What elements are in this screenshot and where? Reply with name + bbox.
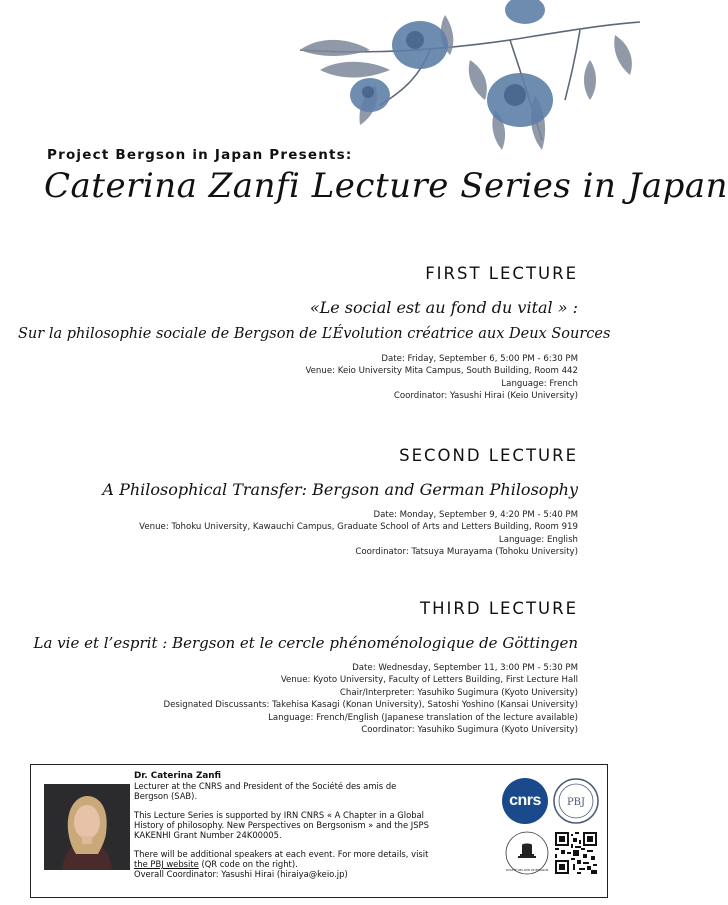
pbj-website-link[interactable]: the PBJ website xyxy=(134,859,199,869)
pbj-seal-logo xyxy=(553,778,599,824)
lecture-language: Language: French xyxy=(501,378,578,389)
speaker-bio: Bergson (SAB). xyxy=(134,791,198,801)
lecture-venue: Venue: Keio University Mita Campus, South Building, Room 442 xyxy=(305,366,578,377)
leaf-shape xyxy=(614,35,632,75)
more-details-line xyxy=(134,859,484,869)
floral-illustration xyxy=(280,0,640,170)
speaker-portrait xyxy=(44,784,130,870)
lecture-title-line: Sur la philosophie sociale de Bergson de L’Évolution créatrice aux Deux Sources xyxy=(18,326,611,342)
speaker-name: Dr. Caterina Zanfi xyxy=(134,771,222,781)
page-title: Caterina Zanfi Lecture Series in Japan xyxy=(44,166,728,206)
presents-label: Project Bergson in Japan Presents: xyxy=(47,147,353,163)
flower-shape xyxy=(505,0,545,24)
first-lecture-section xyxy=(18,264,611,403)
lecture-date: Date: Friday, September 6, 5:00 PM - 6:30 PM xyxy=(381,354,578,364)
sab-text: SOCIÉTÉ DES AMIS DE BERGSON xyxy=(505,869,549,872)
support-text: KAKENHI Grant Number 24K00005. xyxy=(134,830,282,840)
speaker-bio: Lecturer at the CNRS and President of the Société des amis de xyxy=(134,781,397,791)
lecture-coordinator: Coordinator: Yasushi Hirai (Keio University) xyxy=(393,391,578,402)
second-lecture-section xyxy=(18,446,578,559)
lecture-coordinator: Coordinator: Tatsuya Murayama (Tohoku University) xyxy=(355,547,578,558)
lecture-date: Date: Monday, September 9, 4:20 PM - 5:40 PM xyxy=(373,510,578,520)
lecture-chair: Chair/Interpreter: Yasuhiko Sugimura (Kyoto University) xyxy=(339,687,578,698)
third-lecture-section xyxy=(18,599,578,736)
lecture-coordinator: Coordinator: Yasuhiko Sugimura (Kyoto University) xyxy=(361,725,578,736)
sab-logo xyxy=(504,830,550,876)
lecture-discussants: Designated Discussants: Takehisa Kasagi (Konan University), Satoshi Yoshino (Kansai University) xyxy=(163,700,578,711)
lecture-details xyxy=(18,353,578,403)
lecture-title-line: «Le social est au fond du vital » : xyxy=(309,298,578,317)
leaf-shape xyxy=(320,62,390,78)
lecture-title-line: La vie et l’esprit : Bergson et le cercle phénoménologique de Göttingen xyxy=(33,634,578,652)
leaf-shape xyxy=(584,60,596,100)
lecture-heading: FIRST LECTURE xyxy=(425,264,578,283)
lecture-language: Language: French/English (Japanese translation of the lecture available) xyxy=(268,712,578,723)
support-text: This Lecture Series is supported by IRN CNRS « A Chapter in a Global xyxy=(134,810,424,820)
lecture-details xyxy=(18,662,578,736)
support-text: History of philosophy. New Perspectives on Bergsonism » and the JSPS xyxy=(134,820,429,830)
lecture-heading: SECOND LECTURE xyxy=(399,446,578,465)
lecture-venue: Venue: Kyoto University, Faculty of Letters Building, First Lecture Hall xyxy=(280,675,578,686)
leaf-shape xyxy=(300,40,370,56)
lecture-date: Date: Wednesday, September 11, 3:00 PM - 5:30 PM xyxy=(352,663,578,673)
overall-coordinator: Overall Coordinator: Yasushi Hirai (hiraiya@keio.jp) xyxy=(134,869,348,879)
lecture-language: Language: English xyxy=(498,534,578,545)
seal-text: PBJ xyxy=(566,797,586,808)
cnrs-logo: cnrs xyxy=(502,778,548,824)
footer-info xyxy=(134,771,484,879)
lecture-heading: THIRD LECTURE xyxy=(420,599,578,618)
lecture-title-line: A Philosophical Transfer: Bergson and German Philosophy xyxy=(102,480,578,499)
lecture-details xyxy=(18,509,578,559)
qr-code[interactable] xyxy=(555,832,597,874)
more-details-text: There will be additional speakers at each event. For more details, visit xyxy=(134,849,429,859)
qr-note: (QR code on the right). xyxy=(198,859,298,869)
lecture-venue: Venue: Tohoku University, Kawauchi Campus, Graduate School of Arts and Letters Building, Room 919 xyxy=(139,522,578,533)
leaf-shape xyxy=(469,60,487,100)
